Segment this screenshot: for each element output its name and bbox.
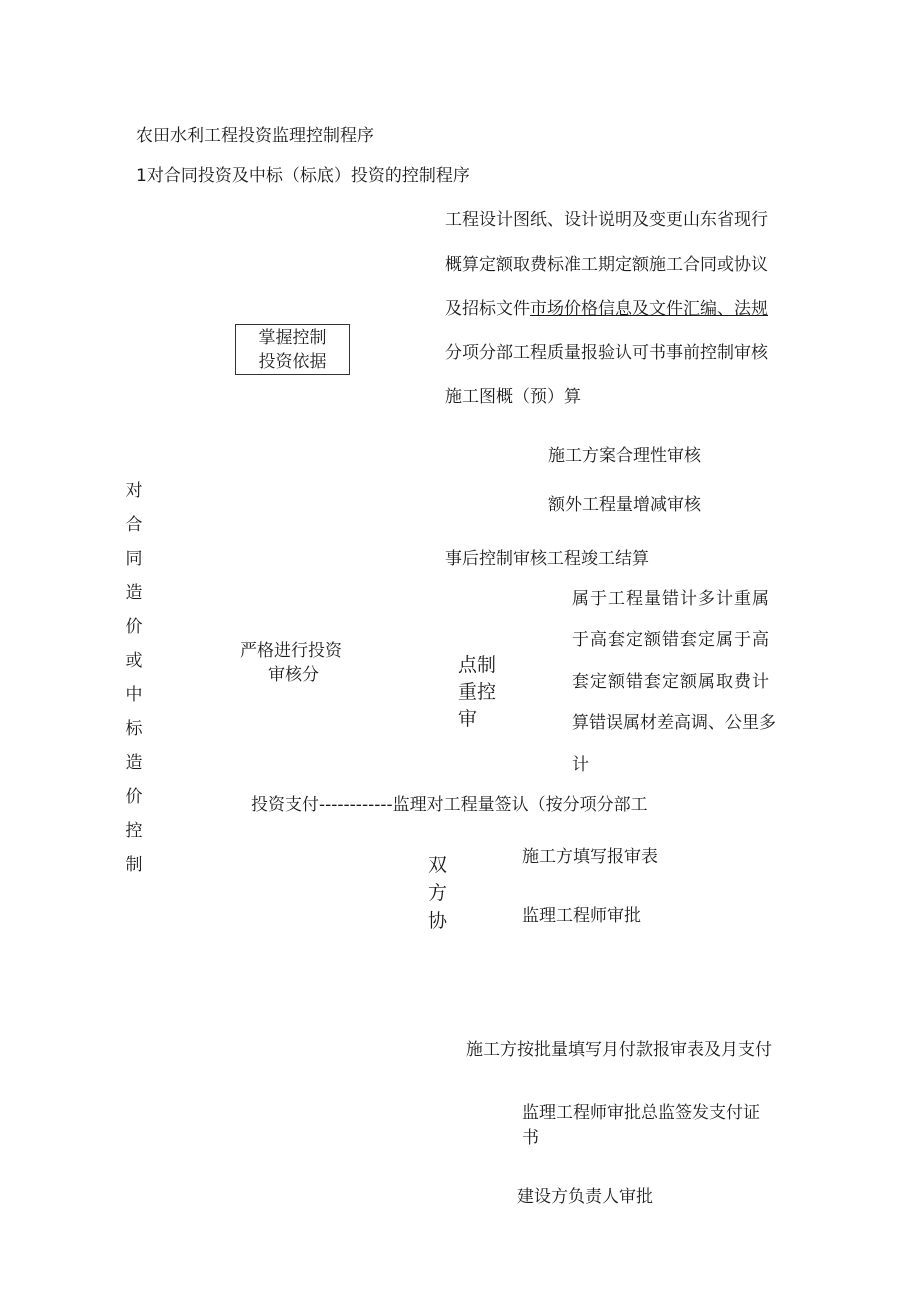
bilateral-char-2: 方 [428, 882, 448, 904]
basis-line-2: 概算定额取费标准工期定额施工合同或协议 [445, 255, 768, 275]
side-char: 标 [125, 719, 143, 739]
document-title: 农田水利工程投资监理控制程序 [136, 126, 374, 146]
payment-step-5: 建设方负责人审批 [517, 1187, 653, 1207]
side-char: 同 [125, 549, 143, 569]
review-plan: 施工方案合理性审核 [548, 446, 701, 466]
control-basis-box [235, 324, 350, 375]
payment-step-1: 施工方填写报审表 [522, 847, 658, 867]
payment-step-4-line-2: 书 [522, 1128, 539, 1148]
side-char: 合 [125, 515, 143, 535]
payment-step-4-line-1: 监理工程师审批总监签发支付证 [522, 1103, 760, 1123]
section-heading: 1对合同投资及中标（标底）投资的控制程序 [136, 166, 470, 186]
side-char: 价 [125, 617, 143, 637]
key-point-line-3: 套定额错套定额属取费计 [572, 672, 770, 692]
control-basis-line-1: 掌握控制 [258, 327, 327, 348]
side-char: 造 [125, 753, 143, 773]
basis-line-3-underlined: 市场价格信息及文件汇编、法规 [530, 299, 768, 319]
key-point-line-4: 算错误属材差高调、公里多 [572, 713, 776, 733]
side-char: 对 [125, 481, 143, 501]
strict-review-line-1: 严格进行投资 [240, 641, 342, 661]
key-control-line-1: 点制 [458, 654, 497, 676]
review-after: 事后控制审核工程竣工结算 [445, 549, 649, 569]
basis-line-1: 工程设计图纸、设计说明及变更山东省现行 [445, 210, 768, 230]
side-char: 制 [125, 855, 143, 875]
key-point-line-2: 于高套定额错套定属于高 [572, 630, 770, 650]
bilateral-char-3: 协 [428, 910, 448, 932]
control-basis-line-2: 投资依据 [258, 351, 327, 372]
basis-line-3 [445, 299, 768, 319]
payment-step-2: 监理工程师审批 [522, 906, 641, 926]
side-char: 价 [125, 787, 143, 807]
side-char: 中 [125, 685, 143, 705]
key-point-line-1: 属于工程量错计多计重属 [572, 589, 770, 609]
payment-line: 投资支付------------监理对工程量签认（按分项分部工 [251, 795, 648, 815]
strict-review-line-2: 审核分 [268, 665, 319, 685]
key-control-line-3: 审 [458, 708, 478, 730]
side-vertical-label [124, 474, 144, 882]
basis-line-3-text: 及招标文件 [445, 299, 530, 319]
basis-line-4: 分项分部工程质量报验认可书事前控制审核 [445, 343, 768, 363]
side-char: 造 [125, 583, 143, 603]
side-char: 控 [125, 821, 143, 841]
key-control-line-2: 重控 [458, 681, 497, 703]
review-extra: 额外工程量增减审核 [548, 495, 701, 515]
key-point-line-5: 计 [572, 755, 589, 775]
side-char: 或 [125, 651, 143, 671]
bilateral-char-1: 双 [428, 854, 448, 876]
payment-step-3: 施工方按批量填写月付款报审表及月支付 [466, 1040, 772, 1060]
basis-line-5: 施工图概（预）算 [445, 387, 581, 407]
